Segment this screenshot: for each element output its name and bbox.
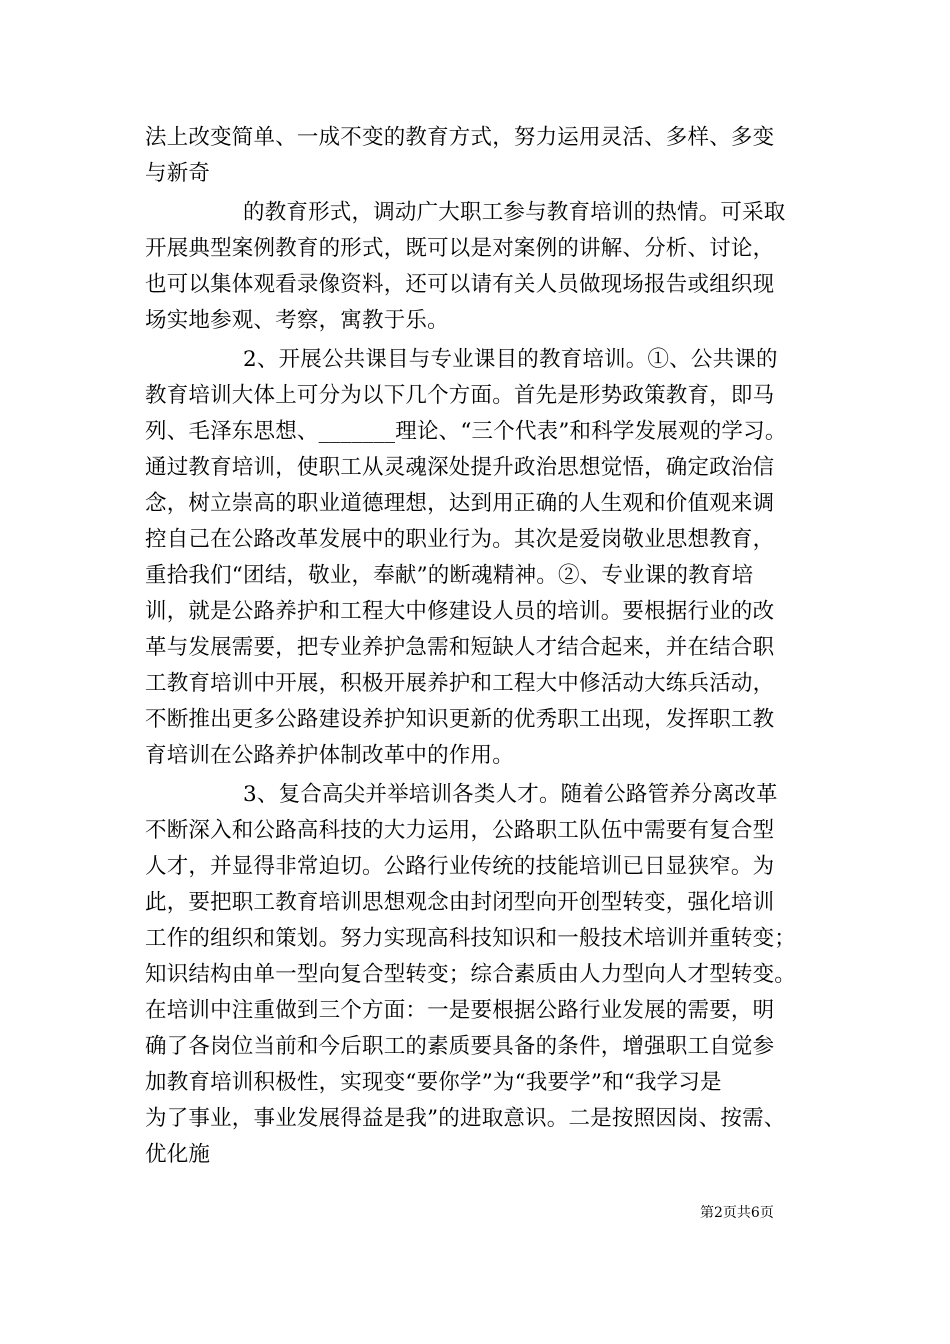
text-line: 念，树立崇高的职业道德理想，达到用正确的人生观和价值观来调 bbox=[145, 491, 775, 516]
text-line: 重拾我们“团结，敬业，奉献”的断魂精神。②、专业课的教育培 bbox=[145, 563, 754, 588]
text-line: 场实地参观、考察，寓教于乐。 bbox=[145, 308, 449, 333]
text-line: 为了事业，事业发展得益是我”的进取意识。二是按照因岗、按需、 bbox=[145, 1106, 786, 1131]
text-line: 控自己在公路改革发展中的职业行为。其次是爱岗敬业思想教育， bbox=[145, 527, 775, 552]
body-text bbox=[145, 120, 825, 1173]
text-line: 知识结构由单一型向复合型转变；综合素质由人力型向人才型转变。 bbox=[145, 962, 797, 987]
text-line: 的教育形式，调动广大职工参与教育培训的热情。可采取 bbox=[243, 200, 786, 225]
text-line: 确了各岗位当前和今后职工的素质要具备的条件，增强职工自觉参 bbox=[145, 1034, 775, 1059]
text-line: 在培训中注重做到三个方面：一是要根据公路行业发展的需要，明 bbox=[145, 998, 775, 1023]
text-line: 与新奇 bbox=[145, 161, 211, 186]
text-line: 优化施 bbox=[145, 1142, 211, 1167]
text-line: 育培训在公路养护体制改革中的作用。 bbox=[145, 743, 514, 768]
text-line: 法上改变简单、一成不变的教育方式，努力运用灵活、多样、多变 bbox=[145, 125, 775, 150]
text-line: 训，就是公路养护和工程大中修建设人员的培训。要根据行业的改 bbox=[145, 599, 775, 624]
text-line: 工作的组织和策划。努力实现高科技知识和一般技术培训并重转变； bbox=[145, 926, 797, 951]
text-line: 此，要把职工教育培训思想观念由封闭型向开创型转变，强化培训 bbox=[145, 890, 775, 915]
text-line: 不断深入和公路高科技的大力运用，公路职工队伍中需要有复合型 bbox=[145, 818, 775, 843]
paragraph-start-line: 3、复合高尖并举培训各类人才。随着公路管养分离改革 bbox=[243, 782, 778, 807]
text-line: 列、毛泽东思想、_______理论、“三个代表”和科学发展观的学习。 bbox=[145, 419, 787, 444]
text-line: 开展典型案例教育的形式，既可以是对案例的讲解、分析、讨论， bbox=[145, 236, 775, 261]
text-line: 人才，并显得非常迫切。公路行业传统的技能培训已日显狭窄。为 bbox=[145, 854, 775, 879]
text-line: 工教育培训中开展，积极开展养护和工程大中修活动大练兵活动， bbox=[145, 671, 775, 696]
text-line: 教育培训大体上可分为以下几个方面。首先是形势政策教育，即马 bbox=[145, 383, 775, 408]
text-line: 加教育培训积极性，实现变“要你学”为“我要学”和“我学习是 bbox=[145, 1070, 722, 1095]
text-line: 不断推出更多公路建设养护知识更新的优秀职工出现，发挥职工教 bbox=[145, 707, 775, 732]
text-line: 也可以集体观看录像资料，还可以请有关人员做现场报告或组织现 bbox=[145, 272, 775, 297]
text-line: 革与发展需要，把专业养护急需和短缺人才结合起来，并在结合职 bbox=[145, 635, 775, 660]
page-number-footer: 第2页共6页 bbox=[700, 1205, 774, 1221]
paragraph-start-line: 2、开展公共课目与专业课目的教育培训。①、公共课的 bbox=[243, 347, 778, 372]
text-line: 通过教育培训，使职工从灵魂深处提升政治思想觉悟，确定政治信 bbox=[145, 455, 775, 480]
